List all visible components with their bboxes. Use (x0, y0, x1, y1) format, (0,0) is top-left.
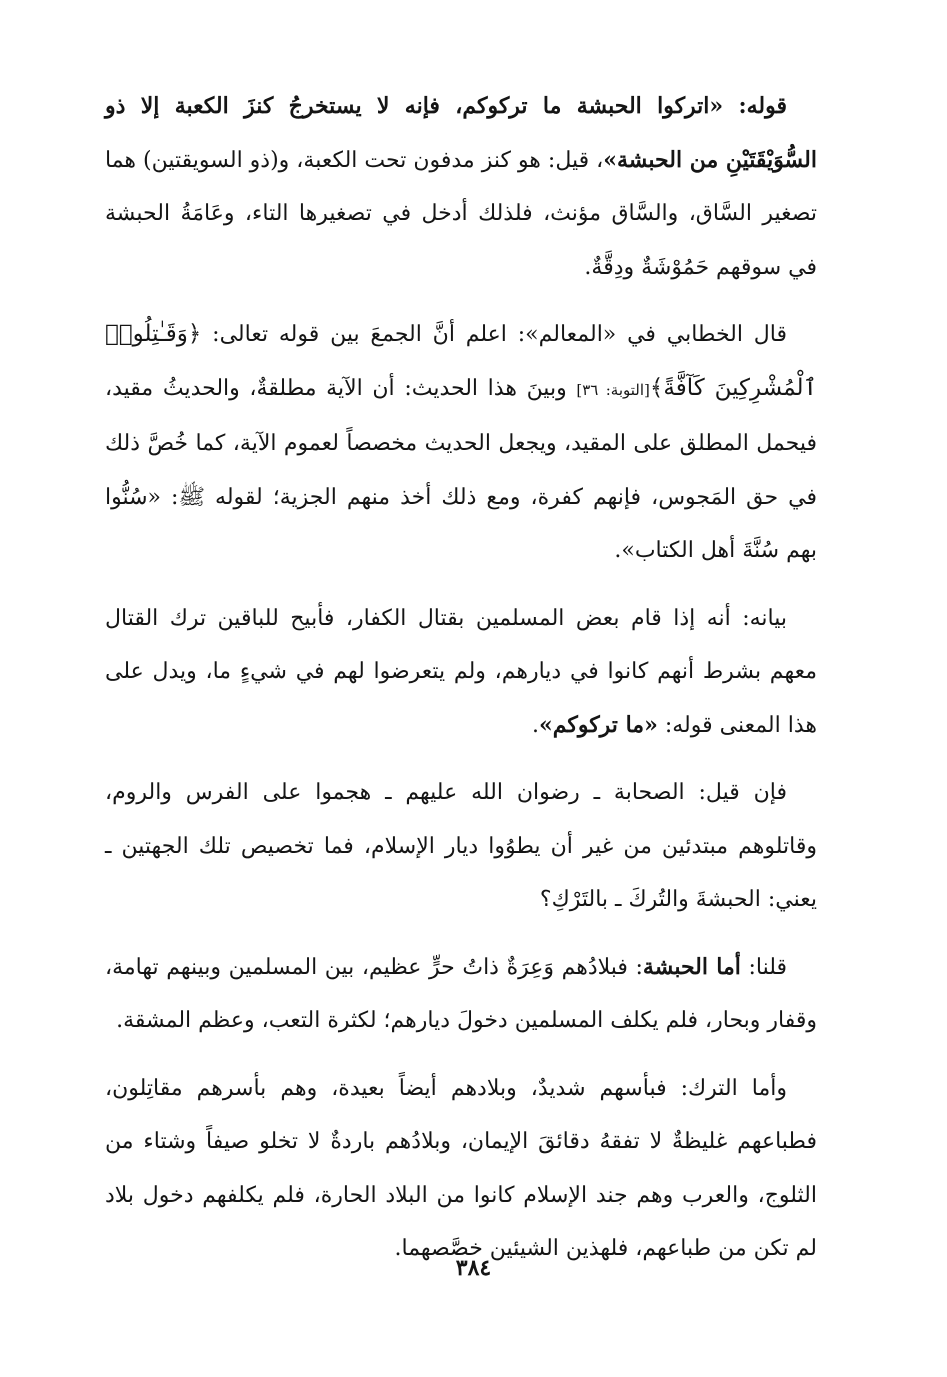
paragraph-hadith-text (105, 80, 817, 294)
explanation-end: . (531, 712, 539, 738)
hadith-explanation: ، قيل: هو كنز مدفون تحت الكعبة، و(ذو السويقتين) هما تصغير السَّاق، والسَّاق مؤنث، فلذلك أدخل في تصغيرها التاء، وعَامَةُ الحبشة في سوقهم حَمُوْشَةٌ ودِقَّةٌ. (105, 147, 817, 280)
paragraph-question (105, 766, 817, 927)
quran-verse: ﴿وَقَـٰتِلُوا۟ ٱلْمُشْرِكِينَ كَآفَّةً﴾ (105, 321, 817, 401)
verse-reference: [التوبة: ٣٦] (576, 380, 650, 399)
paragraph-answer-habasha (105, 941, 817, 1048)
habasha-heading: أما الحبشة (642, 953, 741, 980)
turks-text: وأما الترك: فبأسهم شديدٌ، وبلادهم أيضاً بعيدة، وهم بأسرهم مقاتِلون، فطباعهم غليظةٌ لا تفقهُ دقائقَ الإيمان، وبلادُهم باردةٌ لا تخلو صيفاً وشتاء من الثلوج، والعرب وهم جند الإسلام كانوا من البلاد الحارة، فلم يكلفهم دخول بلاد لم تكن من طباعهم، فلهذين الشيئين خصَّصهما. (105, 1075, 817, 1261)
khattabi-body: وبينَ هذا الحديث: أن الآية مطلقةٌ، والحديثُ مقيد، فيحمل المطلق على المقيد، ويجعل الحديث مخصصاً لعموم الآية، كما خُصَّ ذلك في حق المَجوس، فإنهم كفرة، ومع ذلك أخذ منهم الجزية؛ لقوله ﷺ: «سُنُّوا بهم سُنَّةَ أهل الكتاب». (105, 375, 817, 563)
khattabi-intro: قال الخطابي في «المعالم»: اعلم أنَّ الجمعَ بين قوله تعالى: (201, 322, 787, 347)
explanation-text: بيانه: أنه إذا قام بعض المسلمين بقتال الكفار، فأبيح للباقين ترك القتال معهم بشرط أنهم كانوا في ديارهم، ولم يتعرضوا لهم في شيءٍ ما، ويدل على هذا المعنى قوله: (105, 605, 817, 738)
page-body (105, 80, 817, 1290)
habasha-text: : فبلادُهم وَعِرَةٌ ذاتُ حرٍّ عظيم، بين المسلمين وبينهم تهامة، وقفار وبحار، فلم يكلف المسلمين دخولَ ديارهم؛ لكثرة التعب، وعظم المشقة. (105, 954, 817, 1033)
hadith-quote: قوله: «اتركوا الحبشة ما تركوكم، فإنه لا يستخرجُ كنزَ الكعبة إلا ذو السُّوَيْقَتَيْنِ من الحبشة» (105, 93, 817, 173)
quote-ma-tarakukum: «ما تركوكم» (538, 711, 658, 738)
page-number: ٣٨٤ (455, 1255, 492, 1281)
paragraph-turks (105, 1062, 817, 1276)
paragraph-khattabi (105, 308, 817, 578)
question-text: فإن قيل: الصحابة ـ رضوان الله عليهم ـ هجموا على الفرس والروم، وقاتلوهم مبتدئين من غير أن يطوُوا ديار الإسلام، فما تخصيص تلك الجهتين ـ يعني: الحبشةَ والتُركَ ـ بالتَرْكِ؟ (105, 780, 817, 912)
answer-intro: قلنا: (740, 954, 788, 980)
paragraph-explanation (105, 592, 817, 753)
